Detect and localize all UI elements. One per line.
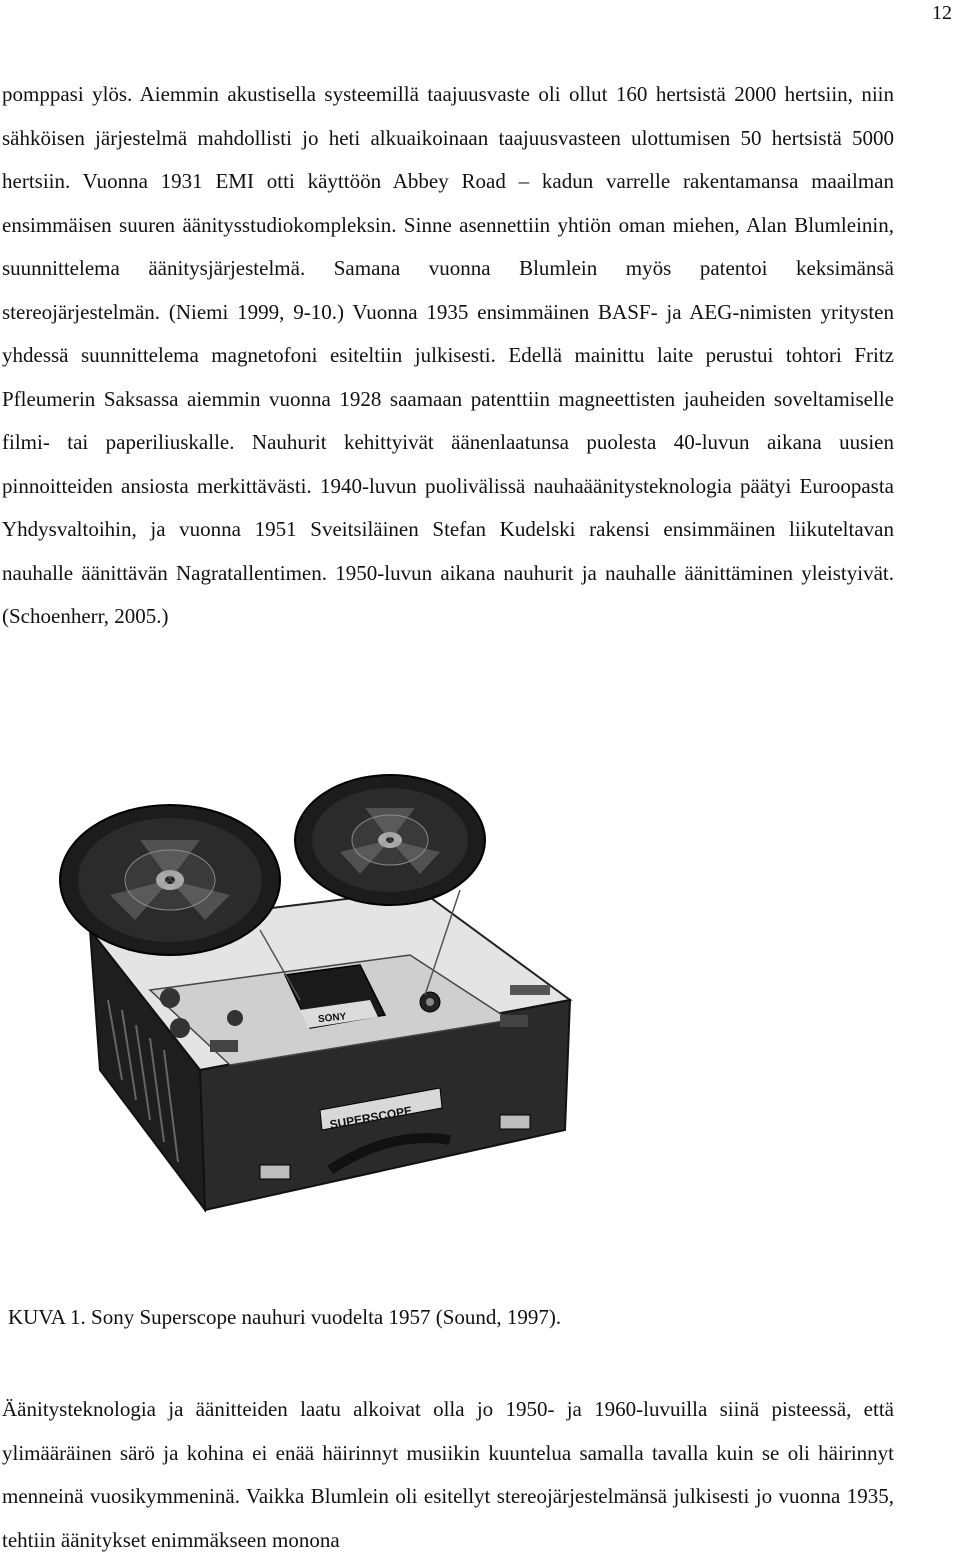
head-cover-label: SONY (317, 1011, 347, 1026)
left-reel (60, 805, 280, 955)
right-reel (295, 775, 485, 905)
body-paragraph: Äänitysteknologia ja äänitteiden laatu alkoivat olla jo 1950- ja 1960-luvuilla siinä pisteessä, että ylimääräinen särö ja kohina ei enää häirinnyt musiikin kuuntelua samalla tavalla kuin se oli häirinnyt menneinä vuosikymmeninä. Vaikka Blumlein oli esitellyt stereojärjestelmänsä julkisesti jo vuonna 1935, tehtiin äänitykset enimmäkseen monona (2, 1397, 894, 1552)
figure-caption: KUVA 1. Sony Superscope nauhuri vuodelta 1957 (Sound, 1997). (8, 1305, 562, 1329)
page-number: 12 (932, 2, 952, 24)
front-badge-label: SUPERSCOPE (328, 1103, 414, 1132)
body-paragraph: pomppasi ylös. Aiemmin akustisella systeemillä taajuusvaste oli ollut 160 hertsistä 2000 hertsiin, niin sähköisen järjestelmä mahdollisti jo heti alkuaikoinaan taajuusvasteen ulottumisen 50 hertsistä 5000 hertsiin. Vuonna 1931 EMI otti käyttöön Abbey Road – kadun varrelle rakentamansa maailman ensimmäisen suuren äänitysstudiokompleksin. Sinne asennettiin yhtiön oman miehen, Alan Blumleinin, suunnittelema äänitysjärjestelmä. Samana vuonna Blumlein myös patentoi keksimänsä stereojärjestelmän. (Niemi 1999, 9-10.) Vuonna 1935 ensimmäinen BASF- ja AEG-nimisten yritysten yhdessä suunnittelema magnetofoni esiteltiin julkisesti. Edellä mainittu laite perustui tohtori Fritz Pfleumerin Saksassa aiemmin vuonna 1928 saamaan patenttiin magneettisten jauheiden soveltamiselle filmi- tai paperiliuskalle. Nauhurit kehittyivät äänenlaatunsa puolesta 40-luvun aikana uusien pinnoitteiden ansiosta merkittävästi. 1940-luvun puolivälissä nauhaäänitysteknologia päätyi Euroopasta Yhdysvaltoihin, ja vuonna 1951 Sveitsiläinen Stefan Kudelski rakensi ensimmäinen liikuteltavan nauhalle äänittävän Nagratallentimen. 1950-luvun aikana nauhurit ja nauhalle äänittäminen yleistyivät. (Schoenherr, 2005.) (2, 82, 894, 628)
tape-recorder-photo (30, 770, 590, 1250)
